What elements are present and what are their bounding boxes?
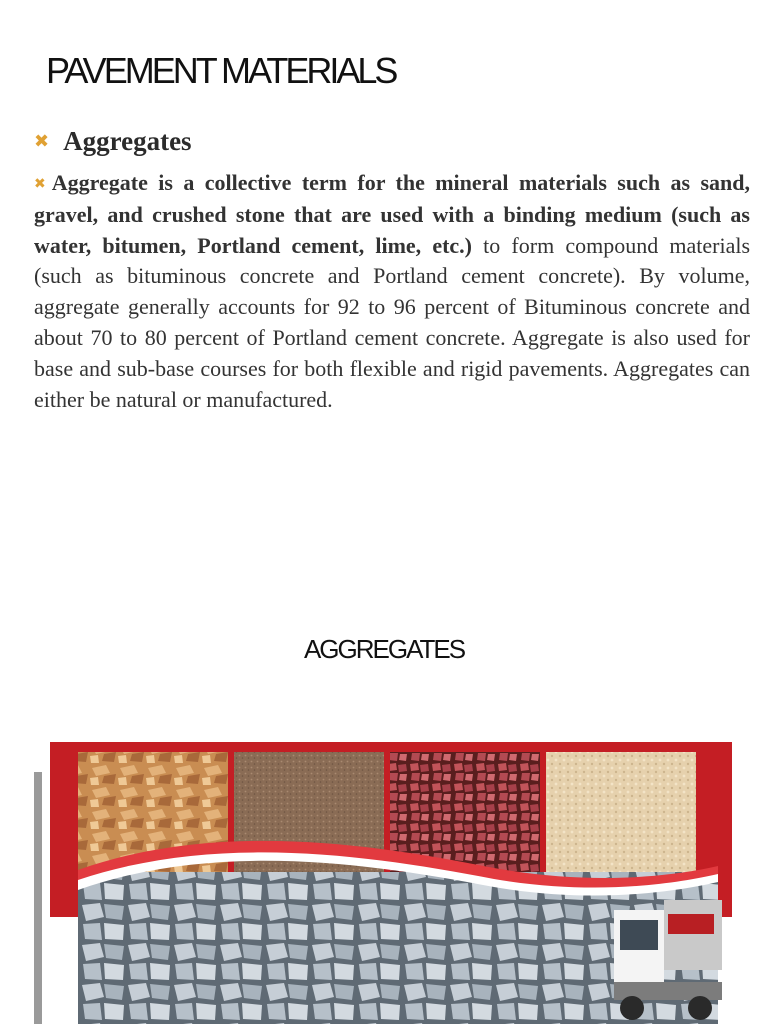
heading-bullet — [34, 126, 192, 157]
aggregates-caption: AGGREGATES — [303, 634, 465, 664]
slide-title: PAVEMENT MATERIALS — [46, 50, 396, 91]
aggregates-photo-collage — [34, 742, 732, 1024]
paragraph-bold-text: Aggregate is a collective term for the mineral materials such as sand, gravel, and crushed stone that are used with a binding medium (such as water, bitumen, Portland cement, lime, etc.) — [34, 170, 750, 258]
cross-bullet-icon: ✖ — [34, 176, 46, 192]
cross-bullet-icon: ✖ — [34, 131, 50, 152]
definition-paragraph — [34, 168, 750, 415]
paragraph-body-text: to form compound materials (such as bituminous concrete and Portland cement concrete). By volume, aggregate generally accounts for 92 to 96 percent of Bituminous concrete and about 70 to 80 percent of Portland cement concrete. Aggregate is also used for base and sub-base courses for both flexible and rigid pavements. Aggregates can either be natural or manufactured. — [34, 232, 751, 412]
heading-aggregates: Aggregates — [63, 126, 192, 156]
